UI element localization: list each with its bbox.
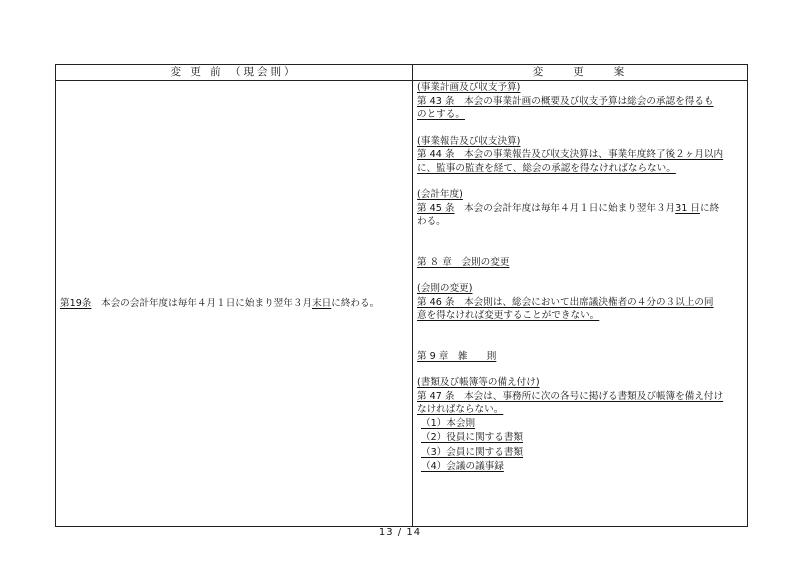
chapter-9-heading: 第 9 章 雑 則	[417, 350, 497, 362]
table-header-row	[56, 65, 748, 81]
new-column-cell	[413, 81, 748, 527]
header-old: 変 更 前 （現会則）	[56, 65, 413, 81]
article-45-line-1: 第 45 条 本会の会計年度は毎年４月１日に始まり翌年３月31 日に終	[417, 202, 720, 214]
section-heading: (事業計画及び収支予算)	[417, 82, 521, 93]
section-heading: (会則の変更)	[417, 283, 473, 294]
list-item: （4）会議の議事録	[421, 461, 504, 472]
section-business-plan	[417, 81, 743, 122]
article-43-line-2: のとする。	[417, 109, 465, 120]
article-46-line-2: 意を得なければ変更することができない。	[417, 310, 600, 321]
old-column-cell	[56, 81, 413, 527]
section-documents	[417, 376, 743, 475]
section-amendment	[417, 282, 743, 323]
chapter-8-heading: 第 ８ 章 会則の変更	[417, 256, 510, 268]
article-45-number: 第 45 条	[417, 202, 455, 214]
list-item: （2）役員に関する書類	[421, 432, 524, 443]
section-fiscal-year	[417, 188, 743, 229]
article-44-line-2: に、監事の監査を経て、総会の承認を得なければならない。	[417, 162, 676, 174]
page-number: 13 / 14	[378, 527, 422, 538]
old-article-text: 本会の会計年度は毎年４月１日に始まり翌年３月	[91, 298, 313, 309]
article-47-line-1: 第 47 条 本会は、事務所に次の各号に掲げる書類及び帳簿を備え付け	[417, 390, 724, 402]
article-45-changed-text: 31 日	[675, 202, 701, 214]
header-new: 変 更 案	[413, 65, 748, 81]
article-45-line-2: わる。	[417, 216, 446, 227]
old-article-end: に終わる。	[331, 298, 380, 309]
old-article-number: 第19条	[60, 298, 92, 309]
document-list	[417, 417, 743, 475]
old-article-19	[56, 297, 412, 310]
table-body-row	[56, 81, 748, 527]
article-47-line-2: なければならない。	[417, 404, 504, 415]
list-item: （1）本会則	[421, 417, 476, 429]
article-46-line-1: 第 46 条 本会則は、総会において出席議決権者の４分の３以上の同	[417, 296, 714, 308]
comparison-table	[55, 64, 748, 527]
section-heading: (書類及び帳簿等の備え付け)	[417, 377, 540, 388]
old-changed-text: 末日	[312, 298, 332, 309]
list-item: （3）会員に関する書類	[421, 446, 524, 458]
article-43-line-1: 第 43 条 本会の事業計画の概要及び収支予算は総会の承認を得るも	[417, 95, 714, 107]
section-heading: (事業報告及び収支決算)	[417, 135, 521, 147]
article-44-line-1: 第 44 条 本会の事業報告及び収支決算は、事業年度終了後２ヶ月以内	[417, 149, 724, 160]
section-business-report	[417, 135, 743, 176]
section-heading: (会計年度)	[417, 189, 463, 200]
